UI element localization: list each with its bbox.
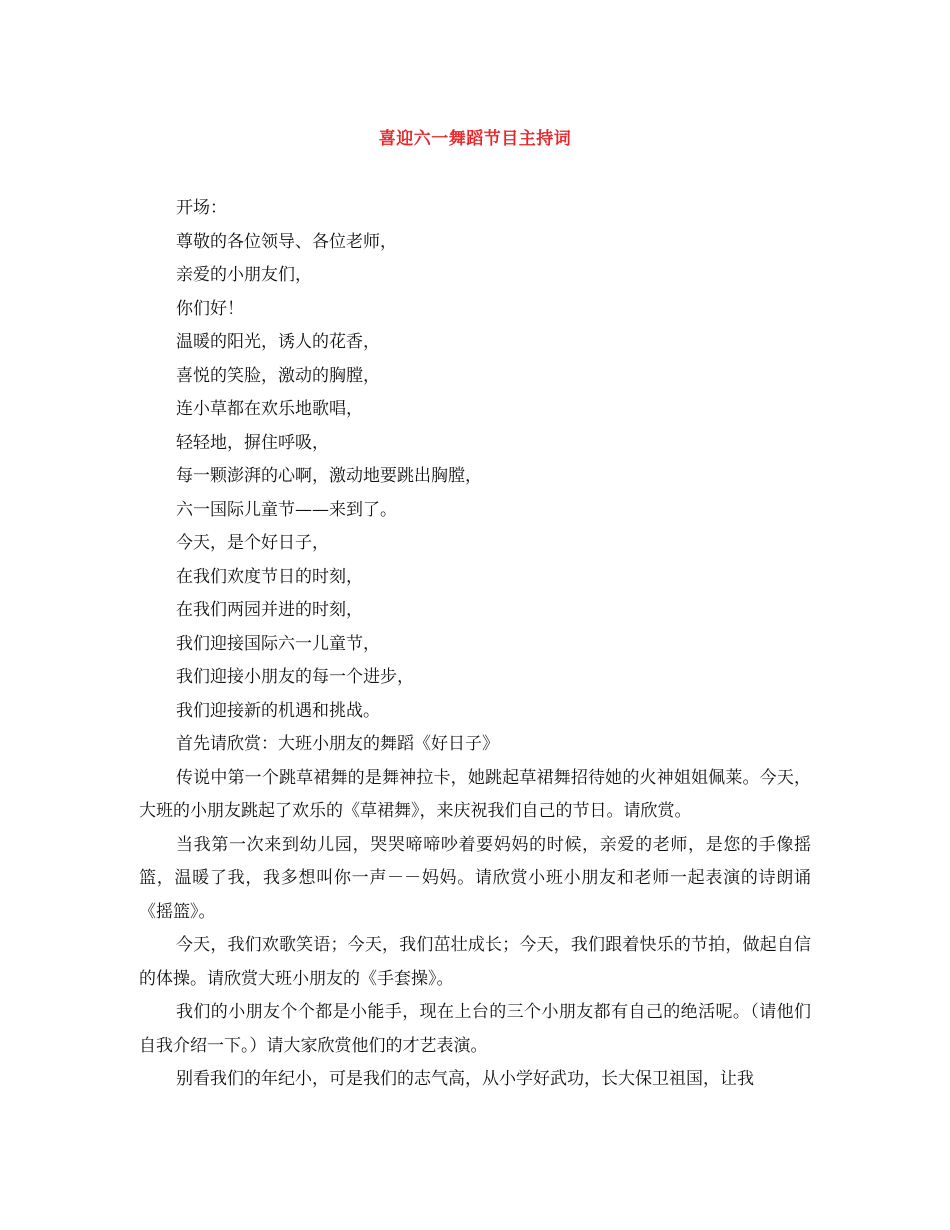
- text-line: 连小草都在欢乐地歌唱，: [176, 399, 363, 419]
- text-line: 尊敬的各位领导、各位老师，: [176, 231, 397, 252]
- text-line: 六一国际儿童节——来到了。: [176, 499, 397, 520]
- paragraph: 别看我们的年纪小，可是我们的志气高，从小学好武功，长大保卫祖国，让我: [176, 1069, 754, 1089]
- text-line: 你们好！: [176, 298, 244, 319]
- text-line: 喜悦的笑脸，激动的胸膛，: [176, 365, 380, 386]
- text-line: 每一颗澎湃的心啊，激动地要跳出胸膛，: [176, 466, 482, 486]
- text-line: 在我们两园并进的时刻，: [176, 600, 363, 620]
- text-line: 今天，是个好日子，: [176, 533, 329, 553]
- paragraph: 传说中第一个跳草裙舞的是舞神拉卡，她跳起草裙舞招待她的火神姐姐佩莱。今天，大班的小朋友跳起了欢乐的《草裙舞》，来庆祝我们自己的节日。请欣赏。: [139, 767, 811, 821]
- text-line: 轻轻地，摒住呼吸，: [176, 432, 329, 453]
- paragraph: 当我第一次来到幼儿园，哭哭啼啼吵着要妈妈的时候，亲爱的老师，是您的手像摇篮，温暖了我，我多想叫你一声－－妈妈。请欣赏小班小朋友和老师一起表演的诗朗诵《摇篮》。: [139, 834, 811, 922]
- text-line: 亲爱的小朋友们，: [176, 265, 312, 285]
- text-line: 首先请欣赏：大班小朋友的舞蹈《好日子》: [176, 734, 499, 754]
- text-line: 我们迎接新的机遇和挑战。: [176, 700, 380, 721]
- paragraph: 今天，我们欢歌笑语；今天，我们茁壮成长；今天，我们跟着快乐的节拍，做起自信的体操。请欣赏大班小朋友的《手套操》。: [139, 935, 811, 989]
- document-title: 喜迎六一舞蹈节目主持词: [378, 129, 572, 149]
- document-body: [139, 192, 811, 1097]
- text-line: 在我们欢度节日的时刻，: [176, 566, 363, 587]
- text-line: 开场：: [176, 198, 227, 218]
- text-line: 我们迎接国际六一儿童节，: [176, 633, 380, 654]
- text-line: 温暖的阳光，诱人的花香，: [176, 332, 380, 352]
- text-line: 我们迎接小朋友的每一个进步，: [176, 667, 414, 687]
- paragraph: 我们的小朋友个个都是小能手，现在上台的三个小朋友都有自己的绝活呢。（请他们自我介绍一下。）请大家欣赏他们的才艺表演。: [139, 1002, 811, 1056]
